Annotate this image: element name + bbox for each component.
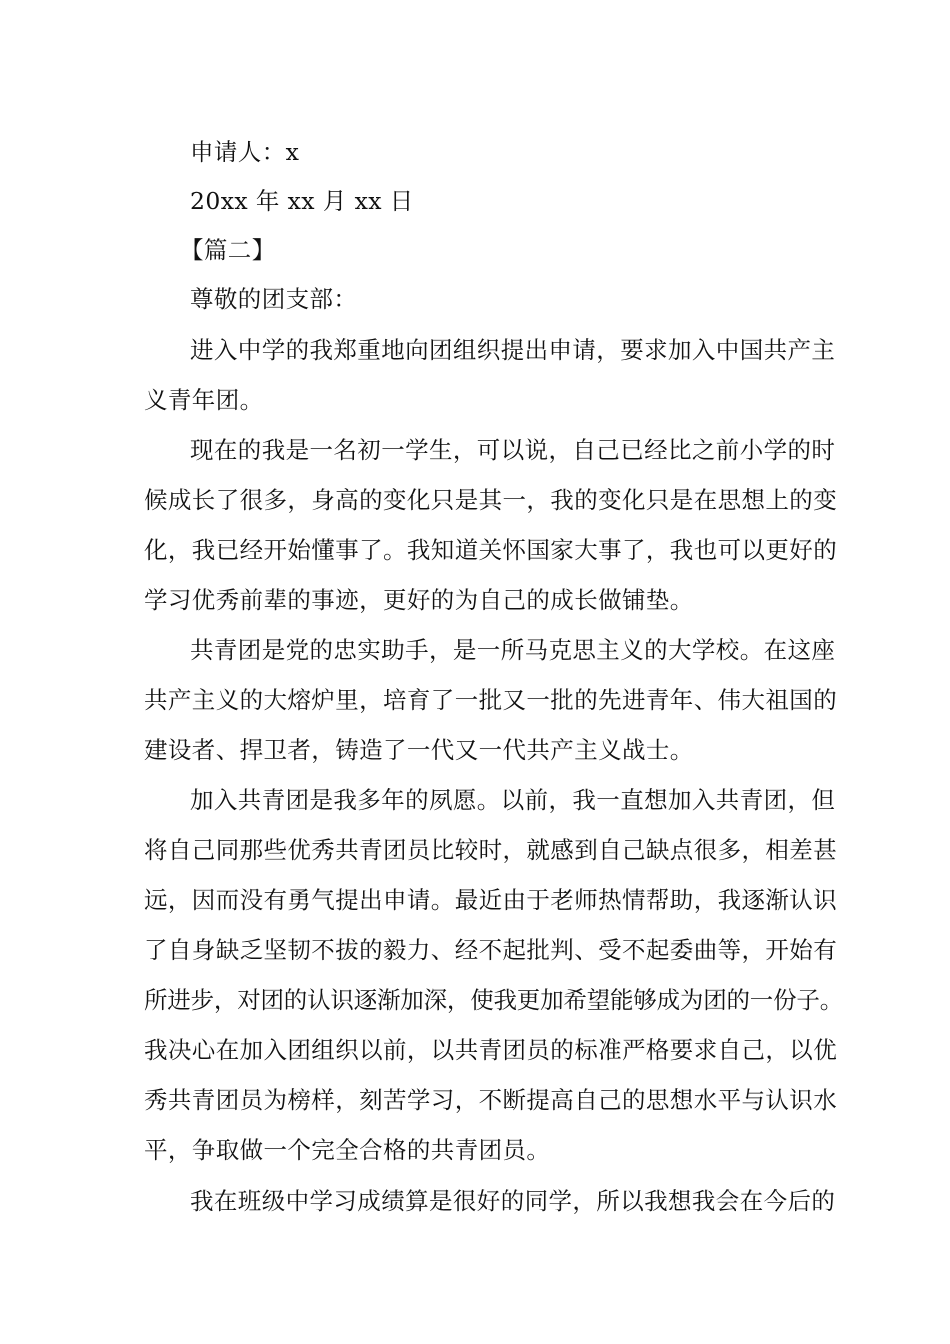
paragraph-4-line-4: 了自身缺乏坚韧不拔的毅力、经不起批判、受不起委曲等，开始有 [144, 936, 838, 964]
paragraph-4-line-5: 所进步，对团的认识逐渐加深，使我更加希望能够成为团的一份子。 [144, 986, 843, 1014]
paragraph-3-line-3: 建设者、捍卫者，铸造了一代又一代共产主义战士。 [144, 736, 694, 764]
paragraph-2-line-2: 候成长了很多，身高的变化只是其一，我的变化只是在思想上的变 [144, 486, 838, 514]
section-heading: 【篇二】 [180, 236, 276, 264]
paragraph-4-line-7: 秀共青团员为榜样，刻苦学习，不断提高自己的思想水平与认识水 [144, 1086, 838, 1114]
paragraph-1-line-1: 进入中学的我郑重地向团组织提出申请，要求加入中国共产主 [190, 336, 836, 364]
paragraph-3-line-1: 共青团是党的忠实助手，是一所马克思主义的大学校。在这座 [190, 636, 836, 664]
paragraph-4-line-3: 远，因而没有勇气提出申请。最近由于老师热情帮助，我逐渐认识 [144, 886, 838, 914]
paragraph-4-line-8: 平，争取做一个完全合格的共青团员。 [144, 1136, 551, 1164]
paragraph-4-line-2: 将自己同那些优秀共青团员比较时，就感到自己缺点很多，相差甚 [144, 836, 838, 864]
paragraph-2-line-3: 化，我已经开始懂事了。我知道关怀国家大事了，我也可以更好的 [144, 536, 838, 564]
paragraph-1-line-2: 义青年团。 [144, 386, 264, 414]
paragraph-4-line-6: 我决心在加入团组织以前，以共青团员的标准严格要求自己，以优 [144, 1036, 838, 1064]
paragraph-2-line-1: 现在的我是一名初一学生，可以说，自己已经比之前小学的时 [190, 436, 836, 464]
paragraph-5-line-1: 我在班级中学习成绩算是很好的同学，所以我想我会在今后的 [190, 1187, 836, 1215]
paragraph-3-line-2: 共产主义的大熔炉里，培育了一批又一批的先进青年、伟大祖国的 [144, 686, 838, 714]
applicant-signature: 申请人：x [190, 138, 300, 166]
salutation: 尊敬的团支部： [190, 285, 358, 313]
signature-date: 20xx 年 xx 月 xx 日 [190, 187, 414, 215]
paragraph-4-line-1: 加入共青团是我多年的夙愿。以前，我一直想加入共青团，但 [190, 786, 836, 814]
paragraph-2-line-4: 学习优秀前辈的事迹，更好的为自己的成长做铺垫。 [144, 586, 694, 614]
